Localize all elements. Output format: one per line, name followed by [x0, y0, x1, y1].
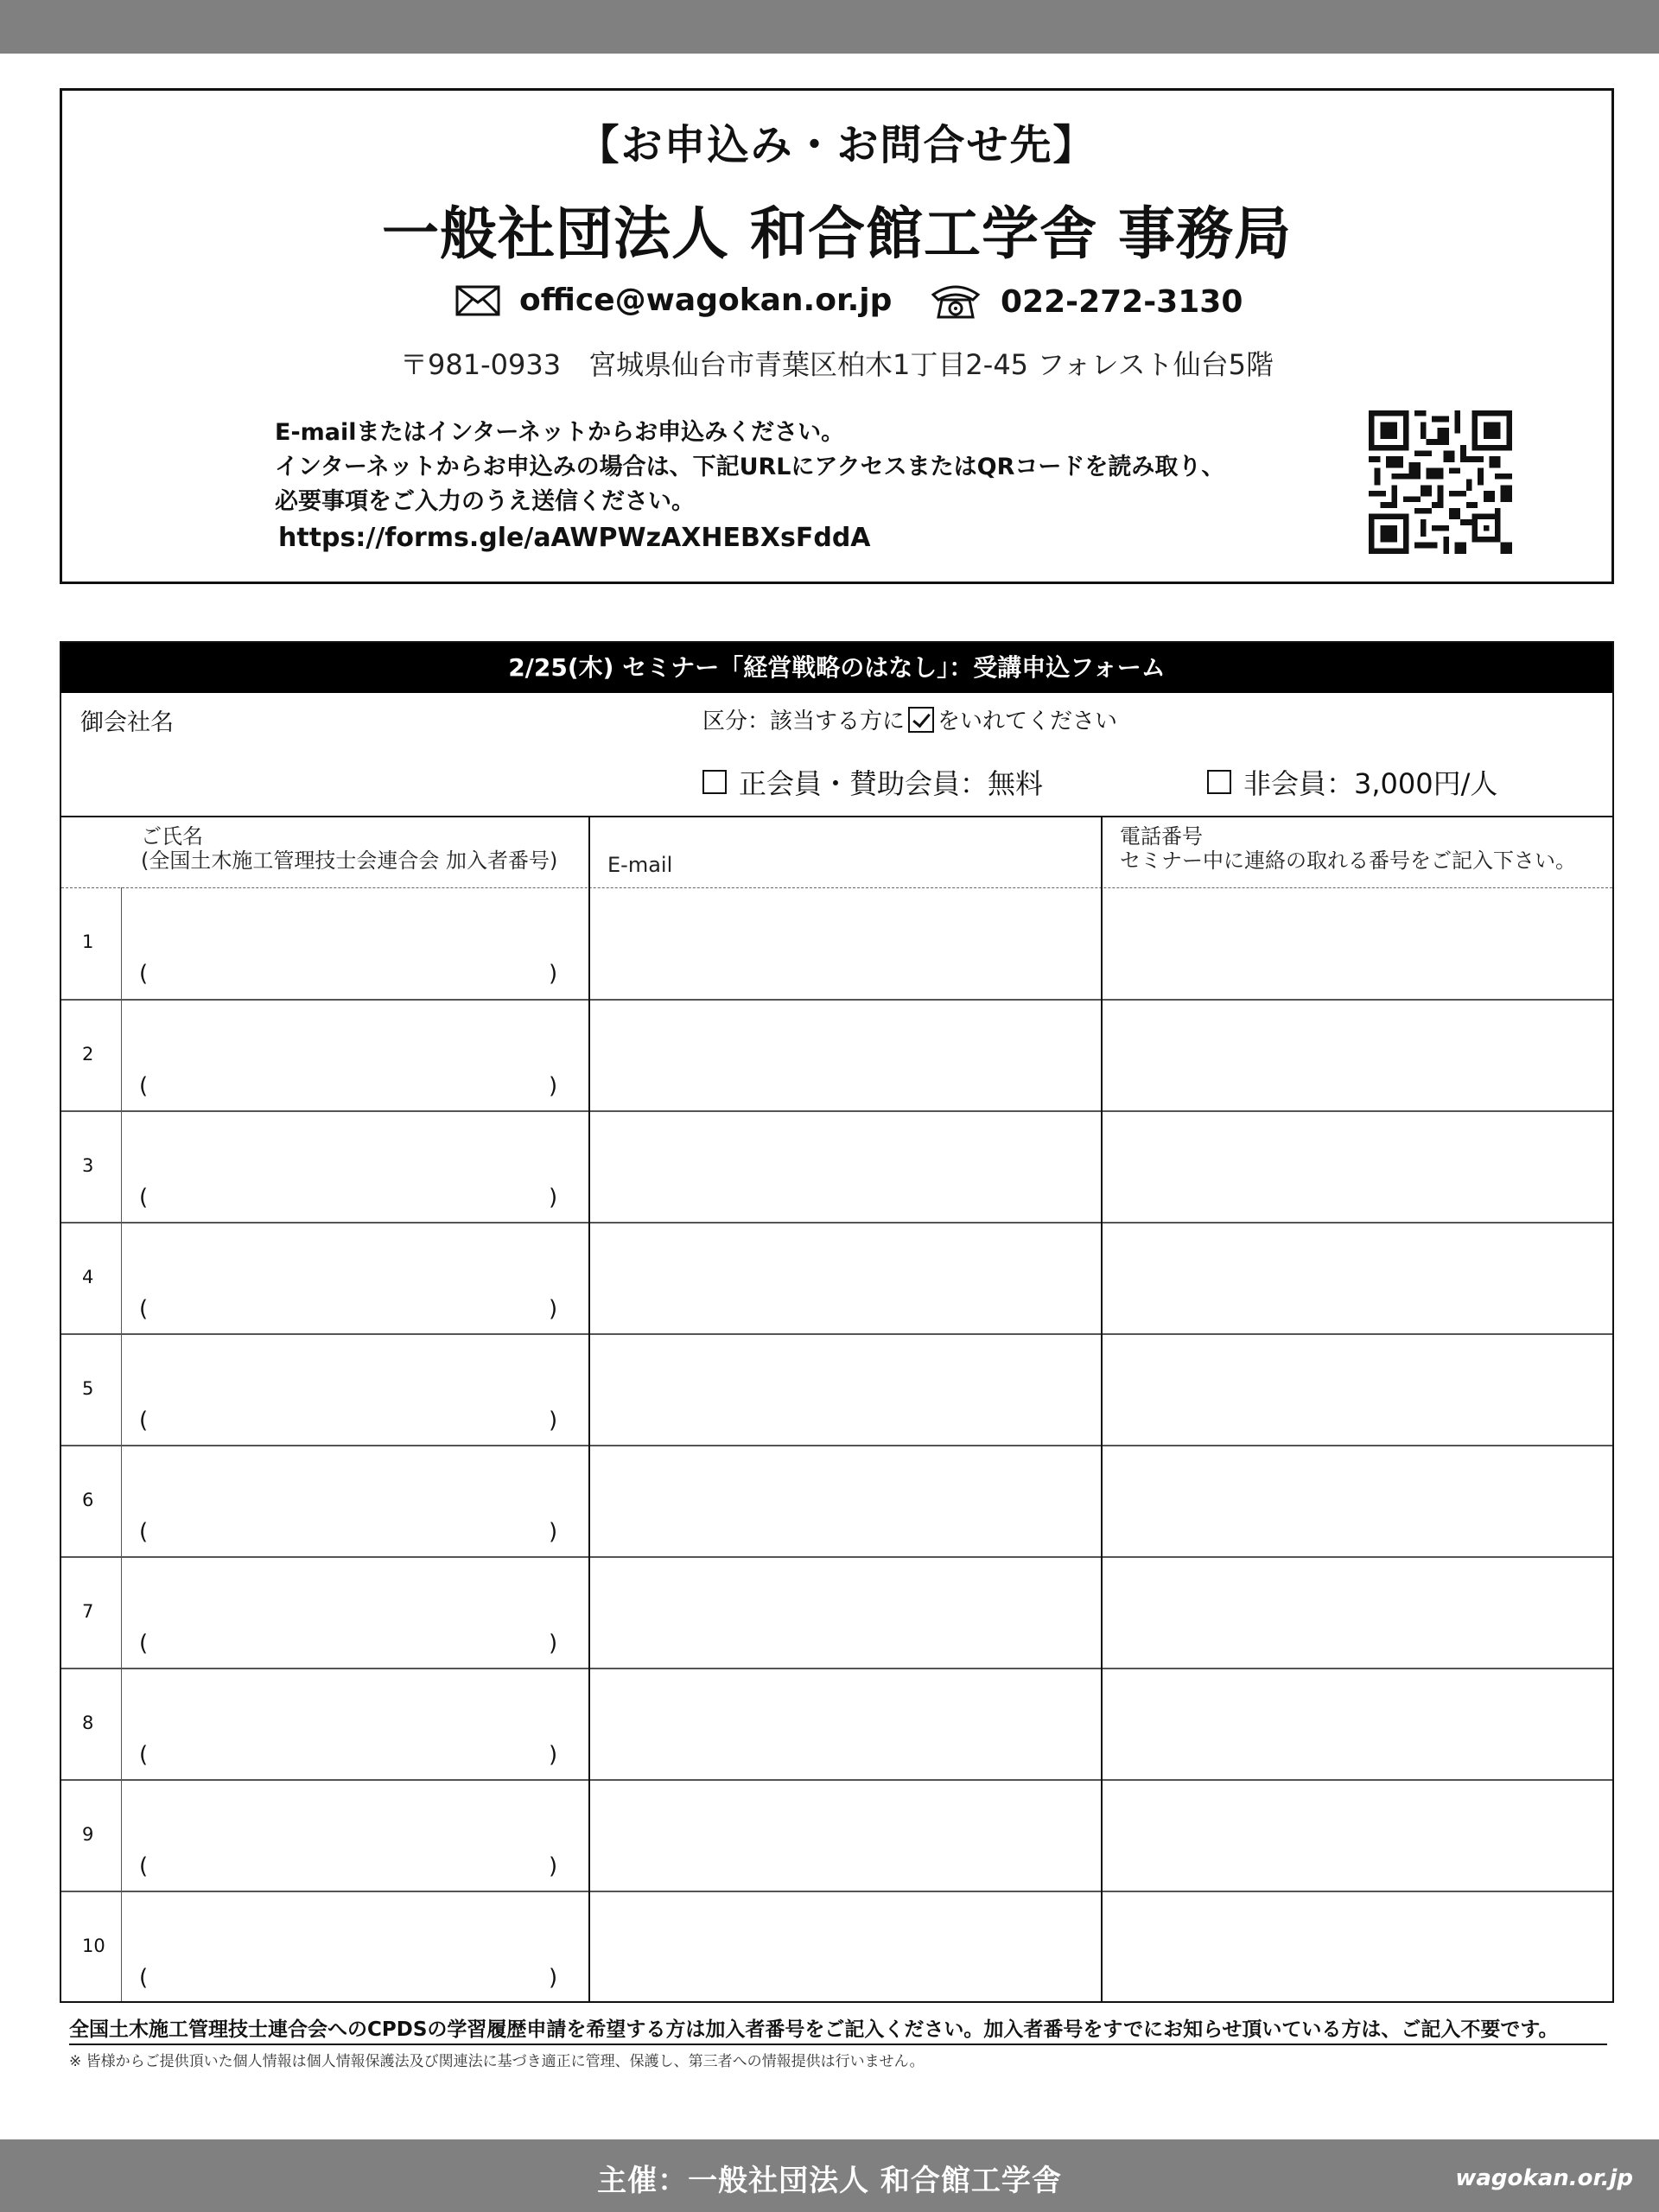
contact-email: [455, 283, 892, 318]
sponsor-text: 主催：一般社団法人 和合館工学舎: [597, 2164, 1062, 2198]
row-number: 8: [82, 1713, 94, 1733]
row-number: 9: [82, 1824, 94, 1845]
company-name-field[interactable]: 御会社名: [80, 709, 174, 736]
column-header-name-title: ご氏名: [141, 824, 203, 849]
member-number-close-paren: ): [549, 1519, 558, 1545]
name-column-divider: [588, 816, 590, 2001]
envelope-icon: [455, 285, 500, 316]
option-member[interactable]: [702, 762, 1043, 802]
column-header-name: [141, 824, 557, 873]
email-column-divider: [1101, 816, 1103, 2001]
column-header-phone: [1120, 824, 1576, 873]
member-number-open-paren: (: [139, 1853, 149, 1879]
contact-heading: 【お申込み・お問合せ先】: [577, 121, 1096, 169]
table-row[interactable]: [61, 1222, 1612, 1333]
table-row[interactable]: [61, 887, 1612, 999]
member-number-open-paren: (: [139, 1742, 149, 1768]
row-number: 2: [82, 1044, 94, 1065]
table-row[interactable]: [61, 1556, 1612, 1668]
member-number-close-paren: ): [549, 1630, 558, 1656]
category-suffix: をいれてください: [938, 709, 1118, 734]
top-band: [0, 0, 1659, 54]
member-number-open-paren: (: [139, 1296, 149, 1322]
contact-box: [60, 88, 1614, 584]
member-number-open-paren: (: [139, 1185, 149, 1211]
organization-name: 一般社団法人 和合館工学舎 事務局: [382, 200, 1292, 267]
contact-phone: [930, 283, 1243, 321]
footer-band: [0, 2139, 1659, 2212]
member-number-close-paren: ): [549, 1185, 558, 1211]
row-number: 7: [82, 1601, 94, 1622]
table-row[interactable]: [61, 1445, 1612, 1556]
member-number-open-paren: (: [139, 1965, 149, 1991]
option-member-label: 正会員・賛助会員：無料: [739, 767, 1044, 800]
privacy-note: ※ 皆様からご提供頂いた個人情報は個人情報保護法及び関連法に基づき適正に管理、保護し、第三者への情報提供は行いません。: [69, 2053, 925, 2070]
category-instruction: [702, 703, 1117, 735]
instruction-line: E-mailまたはインターネットからお申込みください。: [275, 419, 845, 446]
row-number: 5: [82, 1378, 94, 1399]
table-row[interactable]: [61, 1668, 1612, 1779]
contact-email-text[interactable]: office@wagokan.or.jp: [519, 283, 893, 318]
member-number-open-paren: (: [139, 1519, 149, 1545]
application-instructions: [275, 416, 1224, 519]
member-number-close-paren: ): [549, 1742, 558, 1768]
column-header-email: E-mail: [607, 853, 673, 877]
number-column-divider: [121, 887, 122, 2001]
column-header-phone-sub: セミナー中に連絡の取れる番号をご記入下さい。: [1120, 849, 1576, 873]
checkmark-icon: [908, 707, 934, 733]
member-number-close-paren: ): [549, 961, 558, 987]
contact-phone-text[interactable]: 022-272-3130: [1001, 283, 1243, 320]
member-number-close-paren: ): [549, 1296, 558, 1322]
instruction-line: 必要事項をご入力のうえ送信ください。: [275, 488, 695, 515]
qr-code-icon[interactable]: [1369, 410, 1512, 554]
application-form: [60, 641, 1614, 2003]
member-number-close-paren: ): [549, 1965, 558, 1991]
option-nonmember[interactable]: [1207, 762, 1497, 802]
row-number: 6: [82, 1490, 94, 1510]
member-number-close-paren: ): [549, 1853, 558, 1879]
category-prefix: 区分：該当する方に: [702, 709, 906, 734]
nonmember-checkbox[interactable]: [1207, 770, 1231, 794]
table-row[interactable]: [61, 1333, 1612, 1445]
member-number-open-paren: (: [139, 1073, 149, 1099]
telephone-icon: [930, 283, 982, 321]
row-number: 10: [82, 1936, 105, 1956]
table-row[interactable]: [61, 999, 1612, 1110]
member-number-close-paren: ): [549, 1408, 558, 1433]
form-url-link[interactable]: https://forms.gle/aAWPWzAXHEBXsFddA: [278, 523, 871, 553]
form-title: 2/25(木) セミナー「経営戦略のはなし」：受講申込フォーム: [61, 643, 1612, 693]
table-row[interactable]: [61, 1779, 1612, 1891]
cpds-note: 全国土木施工管理技士連合会へのCPDSの学習履歴申請を希望する方は加入者番号をご記入ください。加入者番号をすでにお知らせ頂いている方は、ご記入不要です。: [69, 2013, 1607, 2045]
member-checkbox[interactable]: [702, 770, 727, 794]
member-number-open-paren: (: [139, 1630, 149, 1656]
member-number-open-paren: (: [139, 961, 149, 987]
column-header-phone-title: 電話番号: [1120, 824, 1203, 849]
table-top-border: [61, 816, 1612, 817]
member-number-open-paren: (: [139, 1408, 149, 1433]
contact-address: 〒981-0933 宮城県仙台市青葉区柏木1丁目2-45 フォレスト仙台5階: [399, 348, 1274, 381]
option-nonmember-label: 非会員：3,000円/人: [1243, 767, 1498, 800]
row-number: 1: [82, 931, 94, 952]
instruction-line: インターネットからお申込みの場合は、下記URLにアクセスまたはQRコードを読み取り、: [275, 454, 1225, 480]
row-number: 4: [82, 1267, 94, 1287]
member-number-close-paren: ): [549, 1073, 558, 1099]
row-number: 3: [82, 1155, 94, 1176]
table-row[interactable]: [61, 1110, 1612, 1222]
table-row[interactable]: [61, 1891, 1612, 2002]
column-header-name-sub: (全国土木施工管理技士会連合会 加入者番号): [141, 849, 558, 873]
site-link[interactable]: wagokan.or.jp: [1455, 2165, 1633, 2191]
